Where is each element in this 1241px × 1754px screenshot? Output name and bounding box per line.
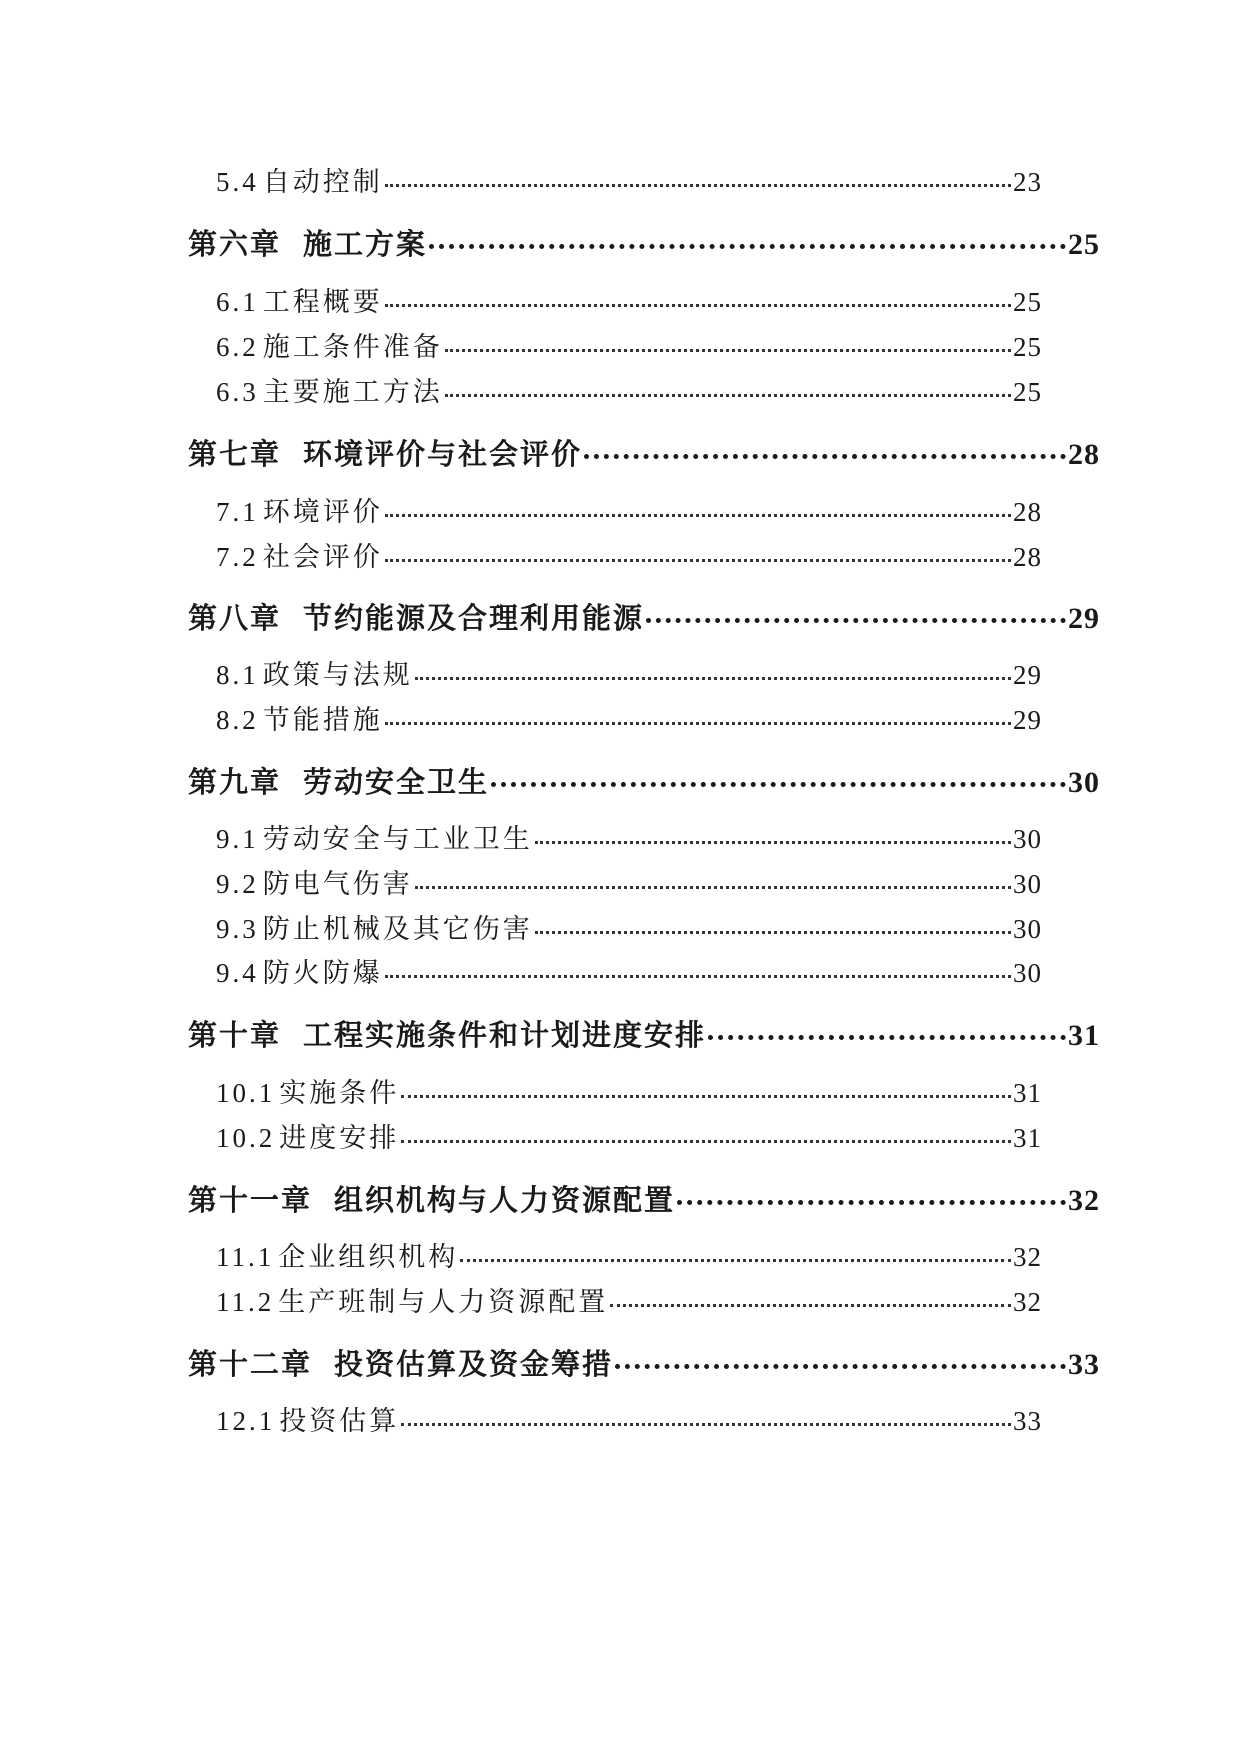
- dot-leader: [646, 618, 1066, 623]
- toc-chapter-title: 施工方案: [303, 227, 428, 261]
- toc-entry-8-2[interactable]: [216, 698, 1042, 737]
- toc-entry-title: 劳动安全与工业卫生: [262, 824, 533, 854]
- toc-entry-page: 33: [1013, 1406, 1042, 1436]
- toc-entry-page: 25: [1013, 287, 1042, 317]
- toc-entry-number: 9.4: [216, 958, 259, 988]
- dot-leader: [491, 782, 1066, 787]
- dot-leader: [460, 1259, 1011, 1262]
- toc-entry-title: 施工条件准备: [262, 332, 443, 362]
- toc-entry-page: 32: [1013, 1242, 1042, 1272]
- toc-entry-number: 10.2: [216, 1123, 276, 1153]
- toc-entry-number: 11.1: [216, 1242, 275, 1272]
- dot-leader: [584, 454, 1066, 459]
- toc-entry-10-1[interactable]: [216, 1071, 1042, 1110]
- toc-chapter-page: 25: [1068, 228, 1100, 261]
- dot-leader: [615, 1364, 1066, 1369]
- dot-leader: [445, 349, 1011, 352]
- toc-entry-number: 10.1: [216, 1078, 276, 1108]
- toc-entry-number: 11.2: [216, 1287, 275, 1317]
- dot-leader: [677, 1200, 1066, 1205]
- toc-entry-title: 节能措施: [262, 705, 383, 735]
- toc-entry-6-2[interactable]: [216, 325, 1042, 364]
- toc-chapter-number: 第八章: [188, 601, 282, 635]
- dot-leader: [385, 514, 1011, 517]
- toc-entry-7-2[interactable]: [216, 535, 1042, 574]
- toc-entry-9-2[interactable]: [216, 862, 1042, 901]
- toc-chapter-number: 第七章: [188, 437, 282, 471]
- toc-entry-number: 7.1: [216, 497, 259, 527]
- toc-chapter-page: 33: [1068, 1348, 1100, 1381]
- toc-chapter-title: 投资估算及资金筹措: [334, 1347, 614, 1381]
- toc-entry-10-2[interactable]: [216, 1116, 1042, 1155]
- toc-chapter-page: 29: [1068, 602, 1100, 635]
- toc-entry-8-1[interactable]: [216, 653, 1042, 692]
- toc-entry-title: 自动控制: [262, 167, 383, 197]
- toc-entry-page: 31: [1013, 1123, 1042, 1153]
- toc-entry-title: 防电气伤害: [262, 869, 413, 899]
- toc-chapter-page: 30: [1068, 766, 1100, 799]
- toc-entry-12-1[interactable]: [216, 1399, 1042, 1438]
- dot-leader: [429, 244, 1066, 249]
- toc-entry-11-1[interactable]: [216, 1235, 1042, 1274]
- toc-entry-page: 23: [1013, 167, 1042, 197]
- dot-leader: [445, 394, 1011, 397]
- toc-chapter-11[interactable]: [188, 1178, 1100, 1219]
- dot-leader: [385, 304, 1011, 307]
- toc-entry-number: 6.2: [216, 332, 259, 362]
- toc-entry-title: 投资估算: [279, 1406, 400, 1436]
- toc-entry-title: 社会评价: [262, 542, 383, 572]
- toc-entry-number: 9.2: [216, 869, 259, 899]
- toc-chapter-12[interactable]: [188, 1342, 1100, 1383]
- toc-entry-number: 5.4: [216, 167, 259, 197]
- toc-entry-page: 30: [1013, 869, 1042, 899]
- dot-leader: [385, 722, 1011, 725]
- toc-entry-page: 25: [1013, 332, 1042, 362]
- toc-chapter-title: 节约能源及合理利用能源: [303, 601, 645, 635]
- toc-chapter-10[interactable]: [188, 1013, 1100, 1054]
- toc-entry-page: 32: [1013, 1287, 1042, 1317]
- toc-chapter-number: 第十一章: [188, 1183, 313, 1217]
- toc-chapter-8[interactable]: [188, 596, 1100, 637]
- toc-entry-page: 30: [1013, 914, 1042, 944]
- dot-leader: [401, 1423, 1011, 1426]
- toc-entry-number: 8.2: [216, 705, 259, 735]
- toc-entry-number: 7.2: [216, 542, 259, 572]
- toc-chapter-title: 劳动安全卫生: [303, 765, 490, 799]
- toc-entry-title: 环境评价: [262, 497, 383, 527]
- toc-chapter-number: 第六章: [188, 227, 282, 261]
- toc-entry-6-1[interactable]: [216, 280, 1042, 319]
- toc-entry-title: 防火防爆: [262, 958, 383, 988]
- toc-chapter-page: 28: [1068, 438, 1100, 471]
- toc-chapter-title: 组织机构与人力资源配置: [334, 1183, 676, 1217]
- toc-entry-6-3[interactable]: [216, 370, 1042, 409]
- dot-leader: [385, 184, 1011, 187]
- toc-entry-9-4[interactable]: [216, 951, 1042, 990]
- toc-chapter-page: 31: [1068, 1019, 1100, 1052]
- toc-entry-page: 28: [1013, 542, 1042, 572]
- toc-entry-page: 28: [1013, 497, 1042, 527]
- dot-leader: [708, 1035, 1066, 1040]
- toc-chapter-page: 32: [1068, 1184, 1100, 1217]
- toc-entry-title: 企业组织机构: [278, 1242, 459, 1272]
- toc-entry-number: 6.1: [216, 287, 259, 317]
- toc-entry-page: 30: [1013, 824, 1042, 854]
- toc-entry-page: 31: [1013, 1078, 1042, 1108]
- toc-entry-page: 29: [1013, 705, 1042, 735]
- dot-leader: [535, 841, 1011, 844]
- toc-entry-number: 6.3: [216, 377, 259, 407]
- toc-entry-number: 12.1: [216, 1406, 276, 1436]
- toc-chapter-number: 第九章: [188, 765, 282, 799]
- dot-leader: [415, 886, 1011, 889]
- toc-entry-number: 8.1: [216, 660, 259, 690]
- toc-entry-title: 主要施工方法: [262, 377, 443, 407]
- toc-entry-7-1[interactable]: [216, 490, 1042, 529]
- toc-chapter-title: 工程实施条件和计划进度安排: [303, 1018, 707, 1052]
- toc-entry-title: 工程概要: [262, 287, 383, 317]
- toc-entry-number: 9.1: [216, 824, 259, 854]
- toc-entry-title: 防止机械及其它伤害: [262, 914, 533, 944]
- dot-leader: [535, 931, 1011, 934]
- toc-entry-11-2[interactable]: [216, 1280, 1042, 1319]
- toc-chapter-9[interactable]: [188, 760, 1100, 801]
- toc-entry-page: 30: [1013, 958, 1042, 988]
- dot-leader: [385, 559, 1011, 562]
- toc-entry-5-4[interactable]: [216, 160, 1042, 199]
- toc-entry-title: 政策与法规: [262, 660, 413, 690]
- toc-entry-9-1[interactable]: [216, 817, 1042, 856]
- dot-leader: [415, 677, 1011, 680]
- toc-entry-page: 25: [1013, 377, 1042, 407]
- toc-entry-title: 进度安排: [279, 1123, 400, 1153]
- dot-leader: [610, 1304, 1011, 1307]
- dot-leader: [385, 975, 1011, 978]
- toc-chapter-number: 第十二章: [188, 1347, 313, 1381]
- dot-leader: [401, 1095, 1011, 1098]
- toc-entry-9-3[interactable]: [216, 907, 1042, 946]
- toc-entry-number: 9.3: [216, 914, 259, 944]
- toc-entry-title: 生产班制与人力资源配置: [278, 1287, 609, 1317]
- toc-chapter-6[interactable]: [188, 222, 1100, 263]
- toc-chapter-number: 第十章: [188, 1018, 282, 1052]
- dot-leader: [401, 1140, 1011, 1143]
- toc-entry-title: 实施条件: [279, 1078, 400, 1108]
- toc-entry-page: 29: [1013, 660, 1042, 690]
- toc-chapter-title: 环境评价与社会评价: [303, 437, 583, 471]
- toc-chapter-7[interactable]: [188, 432, 1100, 473]
